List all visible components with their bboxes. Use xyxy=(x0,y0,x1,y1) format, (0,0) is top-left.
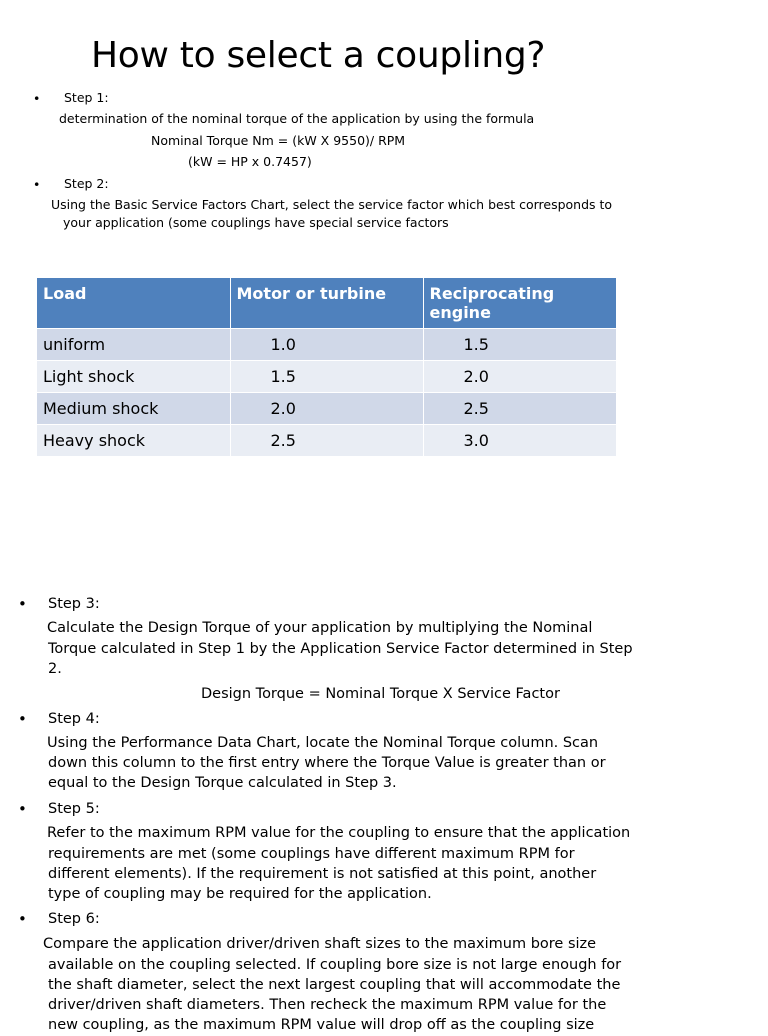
step5-text-line: different elements). If the requirement is not satisfied at this point, another xyxy=(48,866,597,882)
step1-formula: Nominal Torque Nm = (kW X 9550)/ RPM xyxy=(151,133,406,148)
bullet-marker: • xyxy=(18,595,27,613)
step1-label: Step 1: xyxy=(64,90,109,105)
bullet-marker: • xyxy=(18,800,27,818)
step4-text-line: down this column to the first entry where the Torque Value is greater than or xyxy=(48,755,606,771)
table-row xyxy=(37,361,616,393)
table-row xyxy=(37,393,616,425)
table-cell: uniform xyxy=(37,329,230,361)
table-cell: 1.5 xyxy=(423,329,616,361)
bullet-marker: • xyxy=(33,91,41,106)
step6-label: Step 6: xyxy=(48,911,100,927)
service-factor-table xyxy=(37,278,617,456)
column-header-engine: Reciprocating engine xyxy=(423,278,616,329)
step5-label: Step 5: xyxy=(48,801,100,817)
table-cell: 3.0 xyxy=(423,425,616,457)
bullet-marker: • xyxy=(18,710,27,728)
column-header-motor: Motor or turbine xyxy=(230,278,423,329)
step2-text-line: Using the Basic Service Factors Chart, select the service factor which best corresponds to xyxy=(51,197,613,212)
table-row xyxy=(37,329,616,361)
step6-text-line: new coupling, as the maximum RPM value will drop off as the coupling size xyxy=(48,1017,595,1033)
table-cell: 1.5 xyxy=(230,361,423,393)
column-header-load: Load xyxy=(37,278,230,329)
step6-text-line: the shaft diameter, select the next largest coupling that will accommodate the xyxy=(48,977,621,993)
table-cell: Medium shock xyxy=(37,393,230,425)
table-cell: 2.5 xyxy=(423,393,616,425)
step3-text-line: Torque calculated in Step 1 by the Application Service Factor determined in Step xyxy=(48,641,633,657)
step5-text-line: type of coupling may be required for the application. xyxy=(48,886,432,902)
step2-label: Step 2: xyxy=(64,176,109,191)
step6-text-line: Compare the application driver/driven shaft sizes to the maximum bore size xyxy=(43,936,597,952)
step6-text-line: available on the coupling selected. If coupling bore size is not large enough for xyxy=(48,957,622,973)
table-cell: 2.0 xyxy=(230,393,423,425)
step4-label: Step 4: xyxy=(48,711,100,727)
step2-text-line: your application (some couplings have special service factors xyxy=(63,215,449,230)
table-cell: 2.0 xyxy=(423,361,616,393)
step3-text-line: Calculate the Design Torque of your application by multiplying the Nominal xyxy=(47,620,593,636)
table-header-row xyxy=(37,278,616,329)
step4-text-line: Using the Performance Data Chart, locate the Nominal Torque column. Scan xyxy=(47,735,599,751)
step5-text-line: Refer to the maximum RPM value for the coupling to ensure that the application xyxy=(47,825,631,841)
bullet-marker: • xyxy=(18,910,27,928)
step1-text: determination of the nominal torque of the application by using the formula xyxy=(59,111,535,126)
table-cell: 1.0 xyxy=(230,329,423,361)
step5-text-line: requirements are met (some couplings have different maximum RPM for xyxy=(48,846,575,862)
bullet-marker: • xyxy=(33,177,41,192)
step3-text-line: 2. xyxy=(48,661,62,677)
step6-text-line: driver/driven shaft diameters. Then recheck the maximum RPM value for the xyxy=(48,997,607,1013)
table-row xyxy=(37,425,616,457)
step1-formula-note: (kW = HP x 0.7457) xyxy=(188,154,312,169)
table-cell: Light shock xyxy=(37,361,230,393)
step3-label: Step 3: xyxy=(48,596,100,612)
step4-text-line: equal to the Design Torque calculated in Step 3. xyxy=(48,775,397,791)
page-title: How to select a coupling? xyxy=(91,35,546,76)
step3-formula: Design Torque = Nominal Torque X Service Factor xyxy=(201,686,560,702)
table-cell: Heavy shock xyxy=(37,425,230,457)
table-cell: 2.5 xyxy=(230,425,423,457)
